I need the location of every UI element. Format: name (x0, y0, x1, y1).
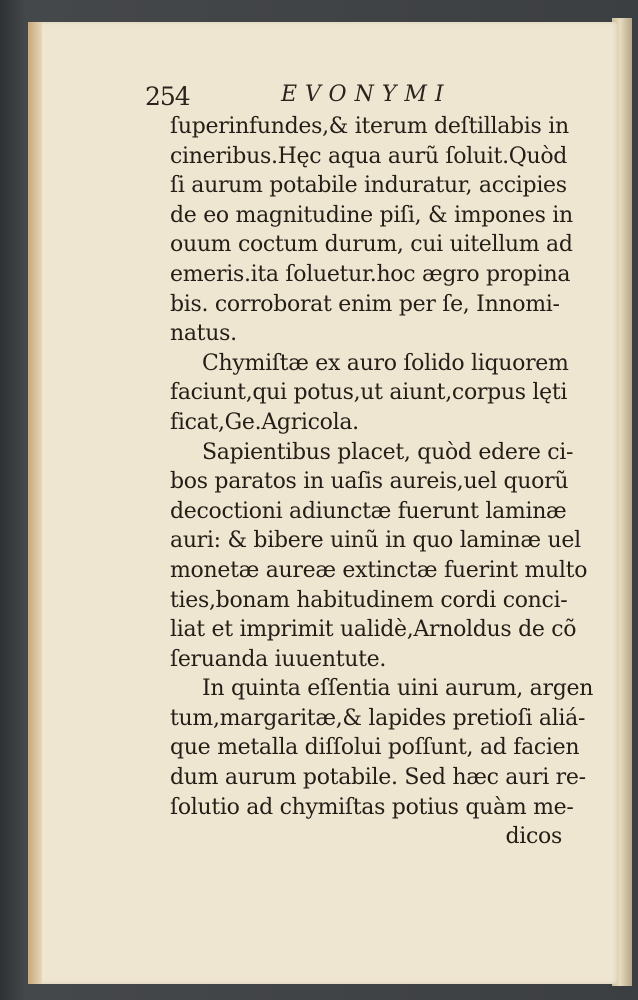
text-line: natus. (170, 321, 237, 347)
text-line: ſi aurum potabile induratur, accipies (170, 173, 567, 199)
text-line: In quinta eſſentia uini aurum, argen (202, 676, 594, 702)
text-line: ties,bonam habitudinem cordi conci- (170, 587, 568, 613)
running-head: EVONYMI (281, 82, 452, 107)
text-line: de eo magnitudine piſi, & impones in (170, 202, 573, 228)
text-line: liat et imprimit ualidè,Arnoldus de cõ (170, 617, 577, 643)
text-line: bos paratos in uaſis aureis,uel quorũ (170, 469, 569, 495)
text-line: decoctioni adiunctæ fuerunt laminæ (170, 498, 567, 524)
text-line: Chymiſtæ ex auro ſolido liquorem (202, 350, 569, 376)
page-number: 254 (145, 82, 190, 111)
text-line: ſolutio ad chymiſtas potius quàm me- (170, 794, 574, 820)
text-line: tum,margaritæ,& lapides pretioſi aliá- (170, 705, 586, 731)
page-gutter (28, 22, 42, 984)
page-header (145, 82, 585, 116)
text-line: ouum coctum durum, cui uitellum ad (170, 232, 573, 258)
body-text (170, 112, 594, 852)
catchword: dicos (505, 824, 562, 850)
text-line: monetæ aureæ extinctæ fuerint multo (170, 557, 588, 583)
text-line: bis. corroborat enim per ſe, Innomi- (170, 291, 560, 317)
text-line: ſeruanda iuuentute. (170, 646, 387, 672)
text-line: emeris.ita ſoluetur.hoc ægro propina (170, 261, 571, 287)
text-line: cineribus.Hęc aqua aurũ ſoluit.Quòd (170, 143, 568, 169)
text-line: Sapientibus placet, quòd edere ci- (202, 439, 574, 465)
text-line: faciunt,qui potus,ut aiunt,corpus lęti (170, 380, 568, 406)
text-line: que metalla diſſolui poſſunt, ad facien (170, 735, 580, 761)
text-line: ficat,Ge.Agricola. (170, 409, 359, 435)
text-line: ſuperinfundes,& iterum deſtillabis in (170, 114, 569, 139)
text-line: dum aurum potabile. Sed hæc auri re- (170, 765, 586, 791)
text-line: auri: & bibere uinũ in quo laminæ uel (170, 528, 581, 554)
